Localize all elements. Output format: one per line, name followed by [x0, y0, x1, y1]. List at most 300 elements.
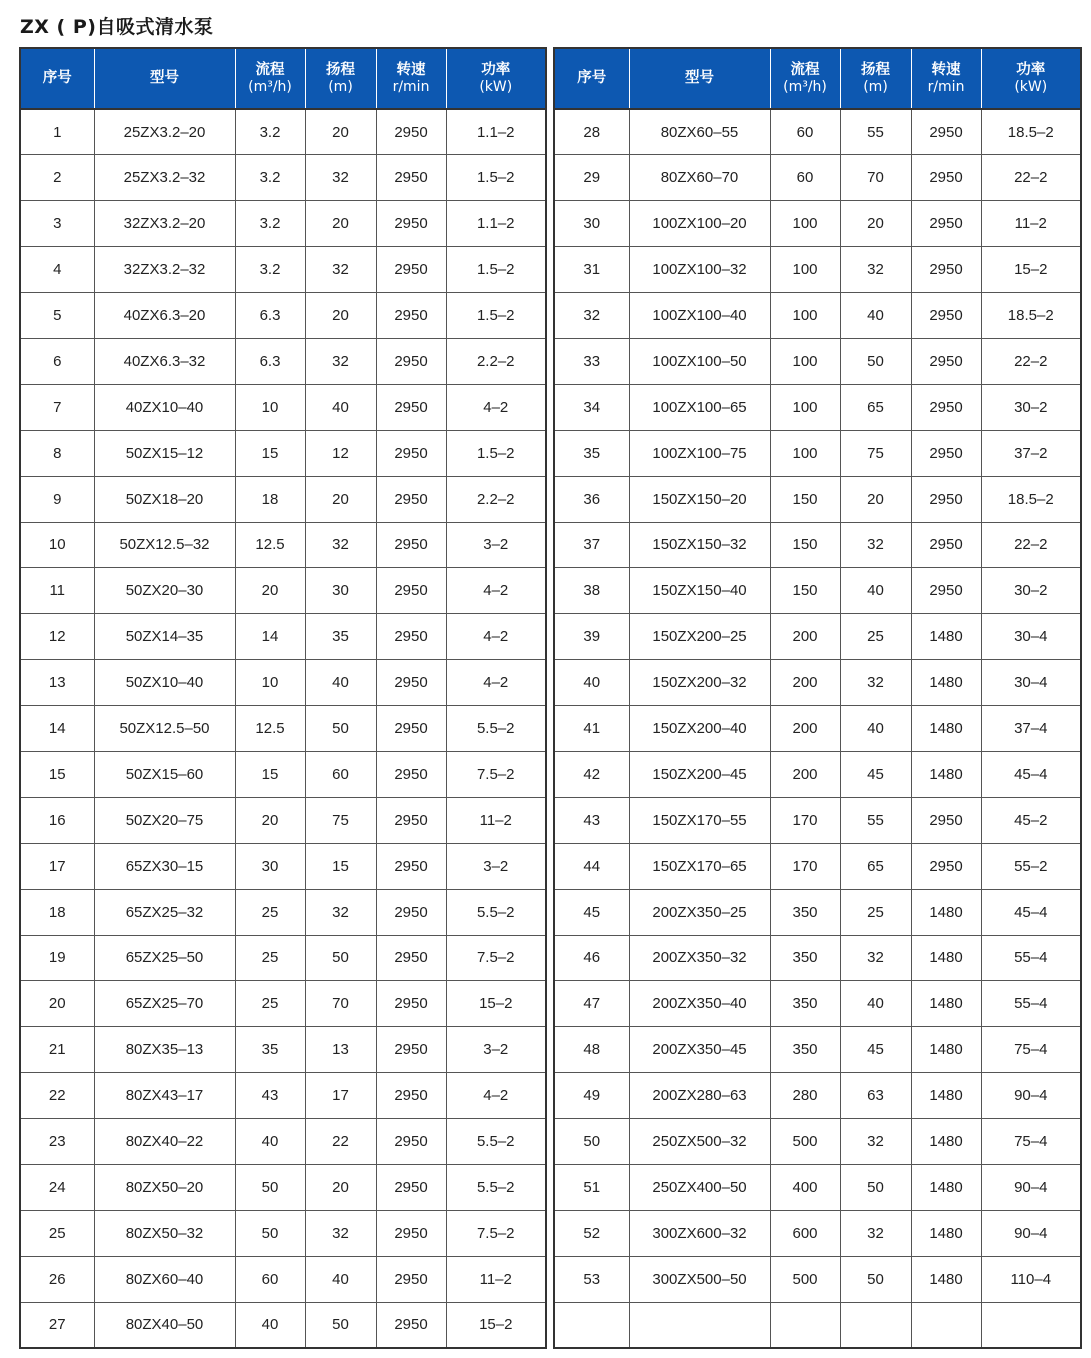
head-cell: 20 — [305, 109, 376, 155]
speed-cell: 1480 — [911, 1027, 981, 1073]
speed-cell: 2950 — [376, 797, 446, 843]
head-cell: 55 — [840, 797, 911, 843]
header-speed: 转速 r/min — [376, 48, 446, 109]
seq-cell: 10 — [20, 522, 94, 568]
seq-cell: 36 — [554, 476, 629, 522]
model-cell: 65ZX30–15 — [94, 843, 235, 889]
seq-cell: 44 — [554, 843, 629, 889]
flow-cell: 15 — [235, 430, 305, 476]
table-row — [20, 476, 546, 522]
speed-cell: 2950 — [911, 293, 981, 339]
speed-cell: 1480 — [911, 889, 981, 935]
model-cell: 250ZX500–32 — [629, 1119, 770, 1165]
head-cell: 40 — [305, 384, 376, 430]
seq-cell: 12 — [20, 614, 94, 660]
power-cell: 7.5–2 — [446, 1210, 546, 1256]
speed-cell: 1480 — [911, 935, 981, 981]
power-cell: 15–2 — [981, 247, 1081, 293]
head-cell: 17 — [305, 1073, 376, 1119]
seq-cell: 49 — [554, 1073, 629, 1119]
seq-cell: 34 — [554, 384, 629, 430]
flow-cell: 3.2 — [235, 247, 305, 293]
seq-cell: 19 — [20, 935, 94, 981]
table-row — [554, 751, 1081, 797]
speed-cell: 2950 — [911, 109, 981, 155]
speed-cell: 2950 — [376, 338, 446, 384]
seq-cell: 42 — [554, 751, 629, 797]
flow-cell: 14 — [235, 614, 305, 660]
flow-cell: 30 — [235, 843, 305, 889]
flow-cell: 100 — [770, 338, 840, 384]
model-cell: 25ZX3.2–32 — [94, 155, 235, 201]
speed-cell: 2950 — [376, 614, 446, 660]
power-cell: 1.5–2 — [446, 430, 546, 476]
head-cell — [840, 1302, 911, 1348]
model-cell — [629, 1302, 770, 1348]
table-row — [554, 660, 1081, 706]
head-cell: 75 — [840, 430, 911, 476]
model-cell: 80ZX40–22 — [94, 1119, 235, 1165]
table-row — [20, 660, 546, 706]
flow-cell — [770, 1302, 840, 1348]
seq-cell: 1 — [20, 109, 94, 155]
table-row — [20, 1256, 546, 1302]
flow-cell: 200 — [770, 660, 840, 706]
flow-cell: 50 — [235, 1210, 305, 1256]
table-row — [554, 706, 1081, 752]
speed-cell: 2950 — [911, 384, 981, 430]
power-cell: 15–2 — [479, 1316, 513, 1334]
speed-cell: 2950 — [376, 522, 446, 568]
seq-cell: 16 — [20, 797, 94, 843]
head-cell: 20 — [840, 476, 911, 522]
seq-cell: 41 — [554, 706, 629, 752]
table-row — [554, 1210, 1081, 1256]
speed-cell: 2950 — [376, 843, 446, 889]
head-cell: 32 — [840, 935, 911, 981]
seq-cell — [554, 1302, 629, 1348]
seq-cell: 32 — [554, 293, 629, 339]
flow-cell: 200 — [770, 706, 840, 752]
flow-cell: 100 — [770, 384, 840, 430]
flow-cell: 15 — [235, 751, 305, 797]
flow-cell: 350 — [770, 1027, 840, 1073]
flow-cell: 10 — [235, 384, 305, 430]
flow-cell: 3.2 — [235, 109, 305, 155]
seq-cell: 8 — [20, 430, 94, 476]
model-cell: 40ZX6.3–20 — [94, 293, 235, 339]
speed-cell: 2950 — [376, 201, 446, 247]
flow-cell: 35 — [235, 1027, 305, 1073]
table-row — [554, 476, 1081, 522]
flow-cell: 350 — [770, 981, 840, 1027]
header-power: 功率 (kW) — [981, 48, 1081, 109]
speed-cell: 1480 — [911, 660, 981, 706]
table-row — [554, 797, 1081, 843]
speed-cell: 1480 — [911, 614, 981, 660]
speed-cell: 2950 — [376, 568, 446, 614]
flow-cell: 280 — [770, 1073, 840, 1119]
speed-cell: 2950 — [376, 384, 446, 430]
flow-cell: 10 — [235, 660, 305, 706]
head-cell: 65 — [840, 843, 911, 889]
flow-cell: 500 — [770, 1256, 840, 1302]
power-cell: 55–2 — [981, 843, 1081, 889]
seq-cell: 26 — [20, 1256, 94, 1302]
head-cell: 45 — [840, 1027, 911, 1073]
model-cell: 65ZX25–50 — [94, 935, 235, 981]
table-row — [554, 1164, 1081, 1210]
power-cell: 45–4 — [981, 751, 1081, 797]
table-row — [20, 751, 546, 797]
flow-cell: 25 — [235, 935, 305, 981]
head-cell: 70 — [840, 155, 911, 201]
speed-cell: 2950 — [911, 476, 981, 522]
power-cell: 1.5–2 — [446, 155, 546, 201]
model-cell: 80ZX35–13 — [94, 1027, 235, 1073]
table-row — [554, 430, 1081, 476]
power-cell: 2.2–2 — [446, 476, 546, 522]
model-cell: 100ZX100–32 — [629, 247, 770, 293]
speed-cell: 2950 — [911, 247, 981, 293]
head-cell: 35 — [305, 614, 376, 660]
head-cell: 32 — [840, 660, 911, 706]
head-cell: 50 — [840, 1256, 911, 1302]
power-cell: 30–4 — [981, 660, 1081, 706]
model-cell: 150ZX200–40 — [629, 706, 770, 752]
power-cell: 1.1–2 — [446, 109, 546, 155]
speed-cell — [911, 1302, 981, 1348]
head-cell: 45 — [840, 751, 911, 797]
model-cell: 32ZX3.2–32 — [94, 247, 235, 293]
model-cell: 80ZX60–70 — [629, 155, 770, 201]
power-cell: 1.5–2 — [446, 293, 546, 339]
speed-cell: 2950 — [376, 706, 446, 752]
header-flow: 流程 (m³/h) — [770, 48, 840, 109]
head-cell: 20 — [305, 1164, 376, 1210]
model-cell: 40ZX6.3–32 — [94, 338, 235, 384]
flow-cell: 12.5 — [235, 522, 305, 568]
model-cell: 150ZX200–32 — [629, 660, 770, 706]
table-row — [20, 293, 546, 339]
flow-cell: 150 — [770, 476, 840, 522]
head-cell: 22 — [305, 1119, 376, 1165]
power-cell: 1.5–2 — [446, 247, 546, 293]
table-row — [20, 1073, 546, 1119]
seq-cell: 6 — [20, 338, 94, 384]
table-row — [554, 293, 1081, 339]
power-cell: 22–2 — [981, 522, 1081, 568]
flow-cell: 18 — [235, 476, 305, 522]
flow-cell: 60 — [235, 1256, 305, 1302]
head-cell: 50 — [840, 1164, 911, 1210]
power-cell: 30–2 — [981, 384, 1081, 430]
seq-cell: 33 — [554, 338, 629, 384]
model-cell: 50ZX12.5–32 — [94, 522, 235, 568]
model-cell: 50ZX15–12 — [94, 430, 235, 476]
flow-cell: 100 — [770, 293, 840, 339]
seq-cell: 53 — [554, 1256, 629, 1302]
head-cell: 32 — [840, 1210, 911, 1256]
speed-cell: 2950 — [376, 1256, 446, 1302]
speed-cell: 2950 — [376, 476, 446, 522]
model-cell: 65ZX25–32 — [94, 889, 235, 935]
pump-spec-table-right — [553, 47, 1082, 1349]
power-cell: 15–2 — [446, 981, 546, 1027]
head-cell: 32 — [305, 338, 376, 384]
head-cell: 60 — [305, 751, 376, 797]
table-row — [554, 614, 1081, 660]
model-cell: 150ZX150–40 — [629, 568, 770, 614]
seq-cell: 9 — [20, 476, 94, 522]
seq-cell: 24 — [20, 1164, 94, 1210]
model-cell: 150ZX200–25 — [629, 614, 770, 660]
model-cell: 25ZX3.2–20 — [94, 109, 235, 155]
head-cell: 40 — [840, 981, 911, 1027]
head-cell: 65 — [840, 384, 911, 430]
seq-cell: 51 — [554, 1164, 629, 1210]
power-cell: 3–2 — [446, 522, 546, 568]
table-row — [20, 981, 546, 1027]
seq-cell: 40 — [554, 660, 629, 706]
table-row — [20, 1164, 546, 1210]
table-row — [20, 889, 546, 935]
table-row — [554, 109, 1081, 155]
power-cell: 7.5–2 — [446, 935, 546, 981]
seq-cell: 46 — [554, 935, 629, 981]
header-flow: 流程 (m³/h) — [235, 48, 305, 109]
speed-cell: 2950 — [376, 1027, 446, 1073]
head-cell: 20 — [305, 201, 376, 247]
table-row — [554, 568, 1081, 614]
model-cell: 100ZX100–50 — [629, 338, 770, 384]
model-cell: 32ZX3.2–20 — [94, 201, 235, 247]
power-cell: 5.5–2 — [446, 1164, 546, 1210]
model-cell: 80ZX50–32 — [94, 1210, 235, 1256]
power-cell: 55–4 — [981, 981, 1081, 1027]
seq-cell: 43 — [554, 797, 629, 843]
seq-cell: 17 — [20, 843, 94, 889]
speed-cell: 2950 — [911, 155, 981, 201]
model-cell: 50ZX10–40 — [94, 660, 235, 706]
table-row — [554, 201, 1081, 247]
head-cell: 32 — [840, 1119, 911, 1165]
flow-cell: 43 — [235, 1073, 305, 1119]
speed-cell: 2950 — [376, 1302, 446, 1348]
speed-cell: 2950 — [376, 1119, 446, 1165]
seq-cell: 50 — [554, 1119, 629, 1165]
speed-cell: 2950 — [911, 201, 981, 247]
flow-cell: 6.3 — [235, 338, 305, 384]
flow-cell: 400 — [770, 1164, 840, 1210]
table-row — [20, 109, 546, 155]
table-row — [554, 889, 1081, 935]
head-cell: 32 — [305, 1210, 376, 1256]
head-cell: 63 — [840, 1073, 911, 1119]
power-cell — [981, 1302, 1081, 1348]
flow-cell: 3.2 — [235, 155, 305, 201]
page-title: ZX ( P)自吸式清水泵 — [20, 16, 214, 38]
head-cell: 75 — [305, 797, 376, 843]
power-cell: 90–4 — [981, 1210, 1081, 1256]
model-cell: 65ZX25–70 — [94, 981, 235, 1027]
speed-cell: 1480 — [911, 706, 981, 752]
speed-cell: 2950 — [376, 751, 446, 797]
model-cell: 80ZX50–20 — [94, 1164, 235, 1210]
power-cell: 4–2 — [446, 384, 546, 430]
flow-cell: 100 — [770, 247, 840, 293]
flow-cell: 150 — [770, 522, 840, 568]
power-cell: 1.1–2 — [446, 201, 546, 247]
flow-cell: 170 — [770, 797, 840, 843]
seq-cell: 3 — [20, 201, 94, 247]
power-cell: 22–2 — [981, 155, 1081, 201]
power-cell: 75–4 — [981, 1027, 1081, 1073]
power-cell: 45–2 — [981, 797, 1081, 843]
table-row — [554, 522, 1081, 568]
model-cell: 150ZX150–20 — [629, 476, 770, 522]
pump-spec-table-left — [19, 47, 547, 1349]
model-cell: 200ZX280–63 — [629, 1073, 770, 1119]
speed-cell: 2950 — [911, 430, 981, 476]
table-row — [554, 1302, 1081, 1348]
flow-cell: 40 — [235, 1119, 305, 1165]
seq-cell: 38 — [554, 568, 629, 614]
power-cell: 110–4 — [981, 1256, 1081, 1302]
speed-cell: 1480 — [911, 1119, 981, 1165]
power-cell: 90–4 — [981, 1073, 1081, 1119]
table-row — [20, 1302, 546, 1348]
table-row — [20, 155, 546, 201]
model-cell: 100ZX100–40 — [629, 293, 770, 339]
table-row — [20, 568, 546, 614]
seq-cell: 52 — [554, 1210, 629, 1256]
power-cell: 18.5–2 — [981, 476, 1081, 522]
seq-cell: 29 — [554, 155, 629, 201]
header-model: 型号 — [629, 48, 770, 109]
power-cell: 18.5–2 — [981, 293, 1081, 339]
speed-cell: 2950 — [376, 1164, 446, 1210]
seq-cell: 30 — [554, 201, 629, 247]
head-cell: 40 — [305, 1256, 376, 1302]
power-cell: 30–2 — [981, 568, 1081, 614]
model-cell: 50ZX18–20 — [94, 476, 235, 522]
seq-cell: 5 — [20, 293, 94, 339]
flow-cell: 3.2 — [235, 201, 305, 247]
header-head: 扬程 (m) — [305, 48, 376, 109]
seq-cell: 35 — [554, 430, 629, 476]
power-cell: 4–2 — [446, 660, 546, 706]
head-cell: 25 — [840, 614, 911, 660]
speed-cell: 2950 — [376, 155, 446, 201]
model-cell: 100ZX100–75 — [629, 430, 770, 476]
model-cell: 50ZX14–35 — [94, 614, 235, 660]
power-cell: 37–2 — [981, 430, 1081, 476]
header-head: 扬程 (m) — [840, 48, 911, 109]
power-cell: 90–4 — [981, 1164, 1081, 1210]
seq-cell: 18 — [20, 889, 94, 935]
speed-cell: 1480 — [911, 981, 981, 1027]
speed-cell: 2950 — [376, 430, 446, 476]
table-row — [20, 384, 546, 430]
model-cell: 200ZX350–45 — [629, 1027, 770, 1073]
seq-cell: 22 — [20, 1073, 94, 1119]
table-header-row — [20, 48, 546, 109]
header-model: 型号 — [94, 48, 235, 109]
header-power: 功率 (kW) — [446, 48, 546, 109]
flow-cell: 60 — [770, 155, 840, 201]
power-cell: 45–4 — [981, 889, 1081, 935]
flow-cell: 12.5 — [235, 706, 305, 752]
table-row — [554, 247, 1081, 293]
power-cell: 75–4 — [981, 1119, 1081, 1165]
head-cell: 50 — [305, 706, 376, 752]
head-cell: 40 — [840, 293, 911, 339]
seq-cell: 45 — [554, 889, 629, 935]
table-row — [20, 1027, 546, 1073]
model-cell: 150ZX150–32 — [629, 522, 770, 568]
table-row — [554, 1027, 1081, 1073]
head-cell: 40 — [840, 706, 911, 752]
flow-cell: 200 — [770, 614, 840, 660]
table-row — [554, 384, 1081, 430]
table-row — [20, 522, 546, 568]
table-body-left — [20, 109, 546, 1348]
power-cell: 37–4 — [981, 706, 1081, 752]
flow-cell: 6.3 — [235, 293, 305, 339]
table-row — [20, 201, 546, 247]
seq-cell: 28 — [554, 109, 629, 155]
model-cell: 40ZX10–40 — [94, 384, 235, 430]
flow-cell: 20 — [235, 797, 305, 843]
table-row — [20, 338, 546, 384]
speed-cell: 2950 — [911, 338, 981, 384]
table-row — [20, 935, 546, 981]
model-cell: 150ZX200–45 — [629, 751, 770, 797]
seq-cell: 48 — [554, 1027, 629, 1073]
model-cell: 300ZX600–32 — [629, 1210, 770, 1256]
head-cell: 70 — [305, 981, 376, 1027]
flow-cell: 40 — [235, 1302, 305, 1348]
flow-cell: 100 — [770, 201, 840, 247]
model-cell: 50ZX20–30 — [94, 568, 235, 614]
speed-cell: 2950 — [376, 293, 446, 339]
header-seq: 序号 — [20, 48, 94, 109]
power-cell: 5.5–2 — [446, 889, 546, 935]
table-row — [554, 1256, 1081, 1302]
table-header-row — [554, 48, 1081, 109]
speed-cell: 2950 — [911, 843, 981, 889]
flow-cell: 350 — [770, 935, 840, 981]
model-cell: 250ZX400–50 — [629, 1164, 770, 1210]
head-cell: 55 — [840, 109, 911, 155]
table-row — [554, 338, 1081, 384]
table-row — [20, 843, 546, 889]
power-cell: 11–2 — [981, 201, 1081, 247]
head-cell: 13 — [305, 1027, 376, 1073]
power-cell: 30–4 — [981, 614, 1081, 660]
table-row — [554, 981, 1081, 1027]
speed-cell: 2950 — [911, 522, 981, 568]
flow-cell: 500 — [770, 1119, 840, 1165]
table-row — [20, 706, 546, 752]
flow-cell: 600 — [770, 1210, 840, 1256]
head-cell: 30 — [305, 568, 376, 614]
head-cell: 15 — [305, 843, 376, 889]
power-cell: 5.5–2 — [446, 706, 546, 752]
table-row — [554, 1073, 1081, 1119]
table-row — [20, 797, 546, 843]
